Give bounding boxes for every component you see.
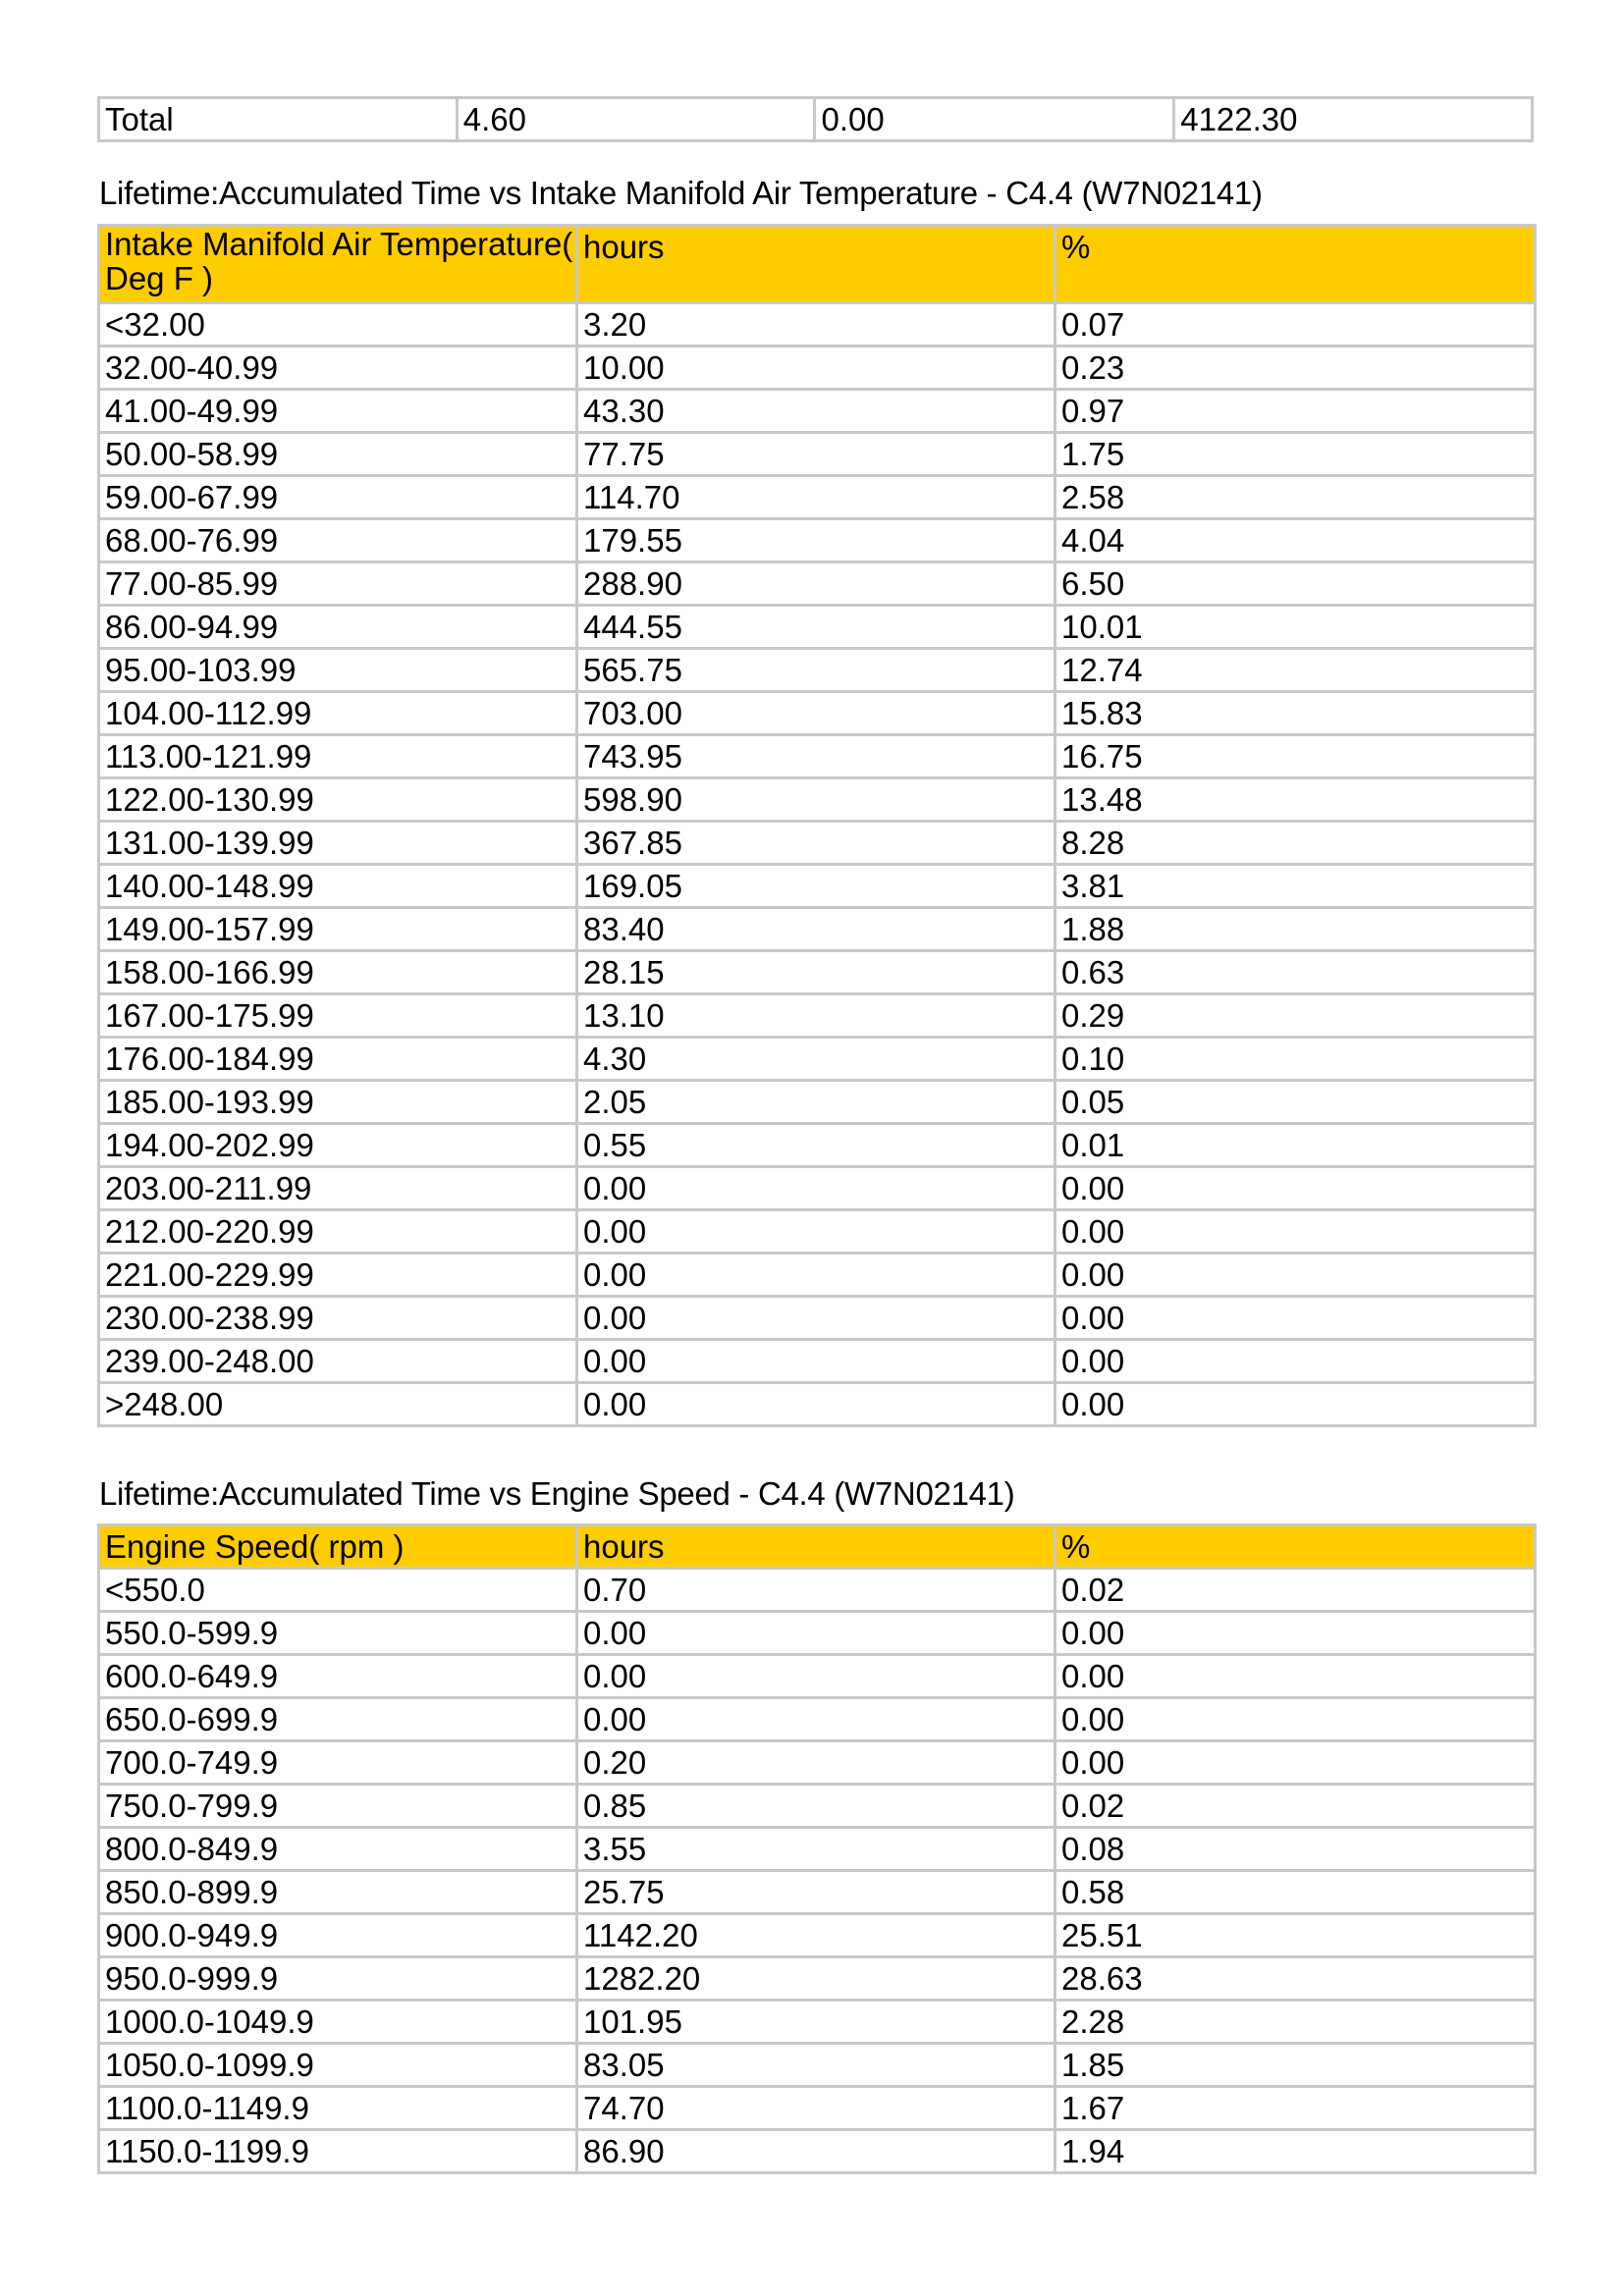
speed-cell-hours: 74.70 [577, 2087, 1055, 2130]
iat-table-row [99, 1124, 1536, 1167]
iat-cell-hours: 114.70 [577, 476, 1055, 519]
speed-cell-percent: 25.51 [1055, 1914, 1536, 1957]
iat-cell-hours: 743.95 [577, 735, 1055, 778]
iat-cell-hours: 4.30 [577, 1038, 1055, 1081]
speed-cell-percent: 0.00 [1055, 1698, 1536, 1741]
iat-table-row [99, 908, 1536, 951]
iat-cell-hours: 2.05 [577, 1081, 1055, 1124]
iat-cell-percent: 0.10 [1055, 1038, 1536, 1081]
iat-cell-range: 140.00-148.99 [99, 865, 577, 908]
iat-cell-range: 239.00-248.00 [99, 1340, 577, 1383]
speed-cell-range: <550.0 [99, 1569, 577, 1612]
iat-header-temperature: Intake Manifold Air Temperature( Deg F ) [99, 226, 577, 303]
speed-cell-range: 850.0-899.9 [99, 1871, 577, 1914]
speed-table-row [99, 2044, 1536, 2087]
iat-cell-hours: 0.00 [577, 1297, 1055, 1340]
speed-cell-range: 900.0-949.9 [99, 1914, 577, 1957]
speed-table-row [99, 2001, 1536, 2044]
iat-header-percent: % [1055, 226, 1536, 303]
iat-table-row [99, 347, 1536, 390]
iat-cell-range: 122.00-130.99 [99, 778, 577, 822]
speed-table-row [99, 1828, 1536, 1871]
iat-cell-percent: 0.00 [1055, 1167, 1536, 1210]
speed-cell-range: 600.0-649.9 [99, 1655, 577, 1698]
iat-cell-percent: 12.74 [1055, 649, 1536, 692]
speed-cell-range: 700.0-749.9 [99, 1741, 577, 1785]
iat-table-row [99, 994, 1536, 1038]
iat-table-row [99, 1340, 1536, 1383]
iat-cell-percent: 15.83 [1055, 692, 1536, 735]
iat-cell-percent: 13.48 [1055, 778, 1536, 822]
iat-cell-hours: 169.05 [577, 865, 1055, 908]
iat-cell-percent: 1.75 [1055, 433, 1536, 476]
speed-cell-range: 1000.0-1049.9 [99, 2001, 577, 2044]
total-table [97, 96, 1534, 142]
iat-cell-percent: 6.50 [1055, 562, 1536, 606]
speed-header-engine-speed: Engine Speed( rpm ) [99, 1525, 577, 1569]
iat-cell-range: 203.00-211.99 [99, 1167, 577, 1210]
iat-cell-hours: 179.55 [577, 519, 1055, 562]
speed-header-row [99, 1525, 1536, 1569]
iat-cell-percent: 8.28 [1055, 822, 1536, 865]
speed-cell-hours: 0.20 [577, 1741, 1055, 1785]
speed-cell-percent: 2.28 [1055, 2001, 1536, 2044]
speed-cell-percent: 0.08 [1055, 1828, 1536, 1871]
iat-cell-percent: 0.00 [1055, 1340, 1536, 1383]
speed-cell-range: 950.0-999.9 [99, 1957, 577, 2001]
iat-table-row [99, 692, 1536, 735]
iat-cell-range: >248.00 [99, 1383, 577, 1426]
iat-table-row [99, 433, 1536, 476]
iat-cell-percent: 1.88 [1055, 908, 1536, 951]
speed-cell-range: 1100.0-1149.9 [99, 2087, 577, 2130]
iat-table [97, 224, 1537, 1427]
speed-table-row [99, 1785, 1536, 1828]
speed-table-row [99, 2087, 1536, 2130]
iat-table-row [99, 951, 1536, 994]
iat-cell-range: 149.00-157.99 [99, 908, 577, 951]
speed-cell-percent: 1.94 [1055, 2130, 1536, 2173]
iat-cell-hours: 0.00 [577, 1210, 1055, 1254]
speed-cell-hours: 0.00 [577, 1698, 1055, 1741]
iat-table-row [99, 562, 1536, 606]
iat-table-row [99, 476, 1536, 519]
total-value-2: 0.00 [815, 98, 1174, 141]
speed-cell-range: 1150.0-1199.9 [99, 2130, 577, 2173]
iat-cell-range: 50.00-58.99 [99, 433, 577, 476]
iat-cell-percent: 0.07 [1055, 303, 1536, 347]
iat-cell-range: 59.00-67.99 [99, 476, 577, 519]
iat-cell-hours: 367.85 [577, 822, 1055, 865]
iat-cell-hours: 28.15 [577, 951, 1055, 994]
speed-cell-percent: 0.00 [1055, 1655, 1536, 1698]
iat-cell-hours: 0.00 [577, 1383, 1055, 1426]
iat-cell-percent: 3.81 [1055, 865, 1536, 908]
speed-cell-hours: 0.00 [577, 1612, 1055, 1655]
iat-cell-percent: 0.00 [1055, 1254, 1536, 1297]
speed-cell-percent: 0.00 [1055, 1741, 1536, 1785]
iat-cell-range: 86.00-94.99 [99, 606, 577, 649]
iat-cell-range: <32.00 [99, 303, 577, 347]
iat-cell-percent: 0.00 [1055, 1297, 1536, 1340]
iat-cell-hours: 0.00 [577, 1340, 1055, 1383]
speed-header-percent: % [1055, 1525, 1536, 1569]
iat-cell-range: 158.00-166.99 [99, 951, 577, 994]
iat-table-row [99, 865, 1536, 908]
iat-table-row [99, 822, 1536, 865]
speed-cell-hours: 83.05 [577, 2044, 1055, 2087]
iat-cell-percent: 0.29 [1055, 994, 1536, 1038]
iat-cell-range: 212.00-220.99 [99, 1210, 577, 1254]
total-row [99, 98, 1533, 141]
iat-cell-range: 230.00-238.99 [99, 1297, 577, 1340]
speed-table-row [99, 1698, 1536, 1741]
total-value-3: 4122.30 [1174, 98, 1533, 141]
speed-cell-hours: 101.95 [577, 2001, 1055, 2044]
iat-cell-hours: 0.55 [577, 1124, 1055, 1167]
speed-cell-percent: 0.02 [1055, 1569, 1536, 1612]
speed-table-row [99, 1612, 1536, 1655]
speed-cell-hours: 0.85 [577, 1785, 1055, 1828]
total-value-1: 4.60 [457, 98, 815, 141]
iat-cell-range: 221.00-229.99 [99, 1254, 577, 1297]
speed-table-row [99, 1741, 1536, 1785]
speed-cell-hours: 0.70 [577, 1569, 1055, 1612]
speed-table-row [99, 2130, 1536, 2173]
speed-cell-range: 550.0-599.9 [99, 1612, 577, 1655]
iat-section-title: Lifetime:Accumulated Time vs Intake Manifold Air Temperature - C4.4 (W7N02141) [99, 175, 1263, 211]
iat-header-hours: hours [577, 226, 1055, 303]
iat-cell-percent: 0.23 [1055, 347, 1536, 390]
iat-cell-range: 41.00-49.99 [99, 390, 577, 433]
iat-cell-range: 113.00-121.99 [99, 735, 577, 778]
iat-cell-hours: 13.10 [577, 994, 1055, 1038]
iat-cell-percent: 10.01 [1055, 606, 1536, 649]
speed-cell-range: 1050.0-1099.9 [99, 2044, 577, 2087]
iat-table-row [99, 735, 1536, 778]
iat-cell-range: 176.00-184.99 [99, 1038, 577, 1081]
iat-cell-hours: 43.30 [577, 390, 1055, 433]
iat-table-row [99, 1297, 1536, 1340]
speed-cell-hours: 3.55 [577, 1828, 1055, 1871]
iat-cell-percent: 0.00 [1055, 1210, 1536, 1254]
iat-cell-percent: 0.00 [1055, 1383, 1536, 1426]
iat-cell-range: 68.00-76.99 [99, 519, 577, 562]
iat-table-row [99, 1210, 1536, 1254]
speed-table-row [99, 1871, 1536, 1914]
iat-cell-percent: 0.63 [1055, 951, 1536, 994]
iat-cell-range: 95.00-103.99 [99, 649, 577, 692]
iat-cell-range: 77.00-85.99 [99, 562, 577, 606]
iat-cell-hours: 83.40 [577, 908, 1055, 951]
speed-cell-hours: 25.75 [577, 1871, 1055, 1914]
iat-cell-range: 104.00-112.99 [99, 692, 577, 735]
speed-cell-percent: 0.58 [1055, 1871, 1536, 1914]
speed-table [97, 1523, 1537, 2174]
iat-table-row [99, 1081, 1536, 1124]
iat-table-row [99, 1254, 1536, 1297]
iat-cell-range: 32.00-40.99 [99, 347, 577, 390]
speed-cell-hours: 1142.20 [577, 1914, 1055, 1957]
iat-cell-hours: 565.75 [577, 649, 1055, 692]
speed-cell-hours: 0.00 [577, 1655, 1055, 1698]
iat-cell-percent: 4.04 [1055, 519, 1536, 562]
iat-table-row [99, 1383, 1536, 1426]
iat-cell-range: 194.00-202.99 [99, 1124, 577, 1167]
speed-cell-percent: 28.63 [1055, 1957, 1536, 2001]
iat-cell-hours: 703.00 [577, 692, 1055, 735]
iat-table-row [99, 649, 1536, 692]
iat-header-row [99, 226, 1536, 303]
iat-cell-range: 131.00-139.99 [99, 822, 577, 865]
iat-cell-hours: 3.20 [577, 303, 1055, 347]
speed-table-row [99, 1569, 1536, 1612]
speed-cell-range: 650.0-699.9 [99, 1698, 577, 1741]
iat-cell-percent: 0.01 [1055, 1124, 1536, 1167]
iat-cell-percent: 2.58 [1055, 476, 1536, 519]
iat-table-row [99, 1167, 1536, 1210]
iat-cell-hours: 444.55 [577, 606, 1055, 649]
speed-cell-range: 800.0-849.9 [99, 1828, 577, 1871]
iat-cell-hours: 77.75 [577, 433, 1055, 476]
speed-table-row [99, 1655, 1536, 1698]
iat-table-row [99, 1038, 1536, 1081]
iat-cell-hours: 0.00 [577, 1254, 1055, 1297]
speed-cell-percent: 1.67 [1055, 2087, 1536, 2130]
speed-cell-percent: 1.85 [1055, 2044, 1536, 2087]
iat-cell-range: 185.00-193.99 [99, 1081, 577, 1124]
iat-cell-hours: 288.90 [577, 562, 1055, 606]
iat-table-row [99, 778, 1536, 822]
iat-cell-hours: 10.00 [577, 347, 1055, 390]
iat-table-row [99, 390, 1536, 433]
iat-cell-percent: 16.75 [1055, 735, 1536, 778]
speed-table-row [99, 1957, 1536, 2001]
iat-cell-percent: 0.97 [1055, 390, 1536, 433]
speed-cell-hours: 1282.20 [577, 1957, 1055, 2001]
iat-cell-hours: 0.00 [577, 1167, 1055, 1210]
speed-header-hours: hours [577, 1525, 1055, 1569]
iat-table-row [99, 303, 1536, 347]
iat-cell-percent: 0.05 [1055, 1081, 1536, 1124]
iat-table-row [99, 519, 1536, 562]
speed-cell-percent: 0.02 [1055, 1785, 1536, 1828]
total-label: Total [99, 98, 458, 141]
speed-cell-range: 750.0-799.9 [99, 1785, 577, 1828]
speed-section-title: Lifetime:Accumulated Time vs Engine Speed - C4.4 (W7N02141) [99, 1475, 1015, 1512]
speed-table-row [99, 1914, 1536, 1957]
iat-cell-range: 167.00-175.99 [99, 994, 577, 1038]
speed-cell-percent: 0.00 [1055, 1612, 1536, 1655]
iat-cell-hours: 598.90 [577, 778, 1055, 822]
speed-cell-hours: 86.90 [577, 2130, 1055, 2173]
iat-table-row [99, 606, 1536, 649]
